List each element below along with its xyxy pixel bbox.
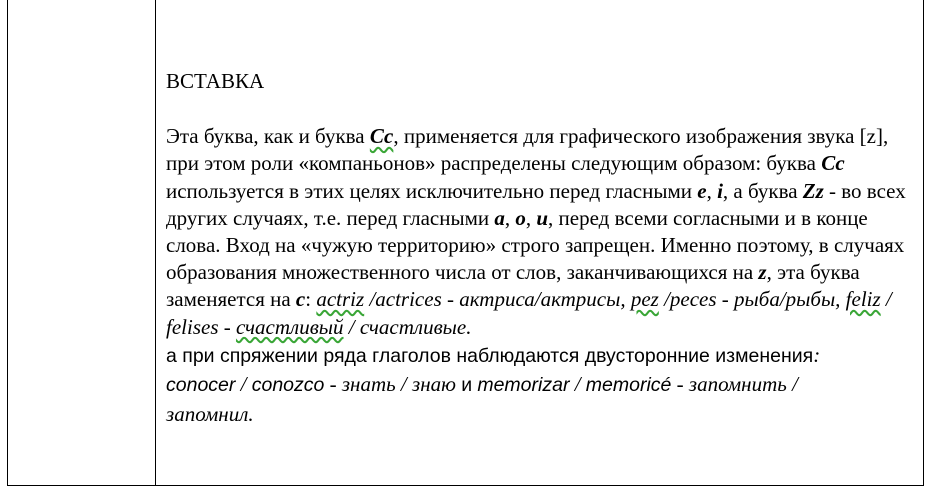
section-heading: ВСТАВКА	[166, 69, 265, 93]
text-run: /peces - рыба/рыбы,	[658, 287, 846, 312]
text-run: u	[536, 205, 549, 230]
text-run: /	[235, 372, 252, 397]
text-run: /	[569, 372, 586, 397]
text-run: , эта буква заменяется на	[166, 260, 860, 312]
text-run: Zz	[802, 178, 824, 203]
text-run: - запомнить /	[671, 372, 798, 397]
text-run: memorizar	[477, 374, 570, 397]
text-run: c	[295, 287, 306, 312]
text-run: счастливый	[235, 314, 344, 339]
text-run: conocer	[166, 374, 236, 397]
text-run: Сс	[821, 151, 845, 176]
text-run: и	[461, 374, 473, 397]
conjugation-paragraph	[166, 341, 916, 429]
text-run: запомнил.	[166, 401, 254, 426]
text-run: е	[697, 178, 707, 203]
text-run: ,	[504, 205, 516, 230]
table-bottom-border	[7, 485, 924, 486]
text-run: используется в этих целях исключительно перед гласными	[166, 178, 698, 203]
text-run: pez	[630, 287, 659, 312]
text-run: feliz	[845, 287, 881, 312]
text-run: , применяется для графического изображения звука [z], при этом роли «компаньонов» распределены следующим образом: буква	[166, 124, 889, 176]
text-run: / felises -	[166, 287, 892, 339]
text-run: - во всех других случаях, т.е. перед гласными	[166, 178, 906, 230]
body-paragraph	[166, 123, 916, 341]
text-run: memoricé	[585, 374, 672, 397]
text-run: ,	[525, 205, 537, 230]
paragraph-line	[166, 341, 916, 371]
text-run: а при спряжении ряда глаголов наблюдаются двусторонние изменения	[166, 344, 814, 367]
text-run: Сс	[369, 124, 394, 149]
table-text-cell[interactable]	[166, 68, 916, 428]
paragraph-line	[166, 400, 916, 429]
text-run: :	[813, 342, 821, 367]
text-run: :	[305, 287, 317, 312]
text-run: conozco	[251, 374, 325, 397]
text-run: i	[717, 178, 723, 203]
table-left-border	[7, 0, 8, 486]
table-column-divider	[155, 0, 156, 486]
text-run: a	[494, 205, 505, 230]
text-run: /actrices - актриса/актрисы,	[364, 287, 631, 312]
text-run: o	[515, 205, 526, 230]
text-run: Эта буква, как и буква	[166, 124, 370, 149]
text-run: , а буква	[722, 178, 803, 203]
text-run: ,	[706, 178, 718, 203]
text-run: actriz	[316, 287, 365, 312]
paragraph-line	[166, 370, 916, 400]
text-run: z	[758, 260, 767, 285]
text-run: / счастливые.	[343, 314, 472, 339]
text-run: , перед всеми согласными и в конце слова. Вход на «чужую территорию» строго запрещен. Именно поэтому, в случаях образования множественного числа от слов, заканчивающихся на	[166, 205, 905, 285]
text-run: - знать / знаю	[324, 372, 462, 397]
table-right-border	[923, 0, 924, 486]
